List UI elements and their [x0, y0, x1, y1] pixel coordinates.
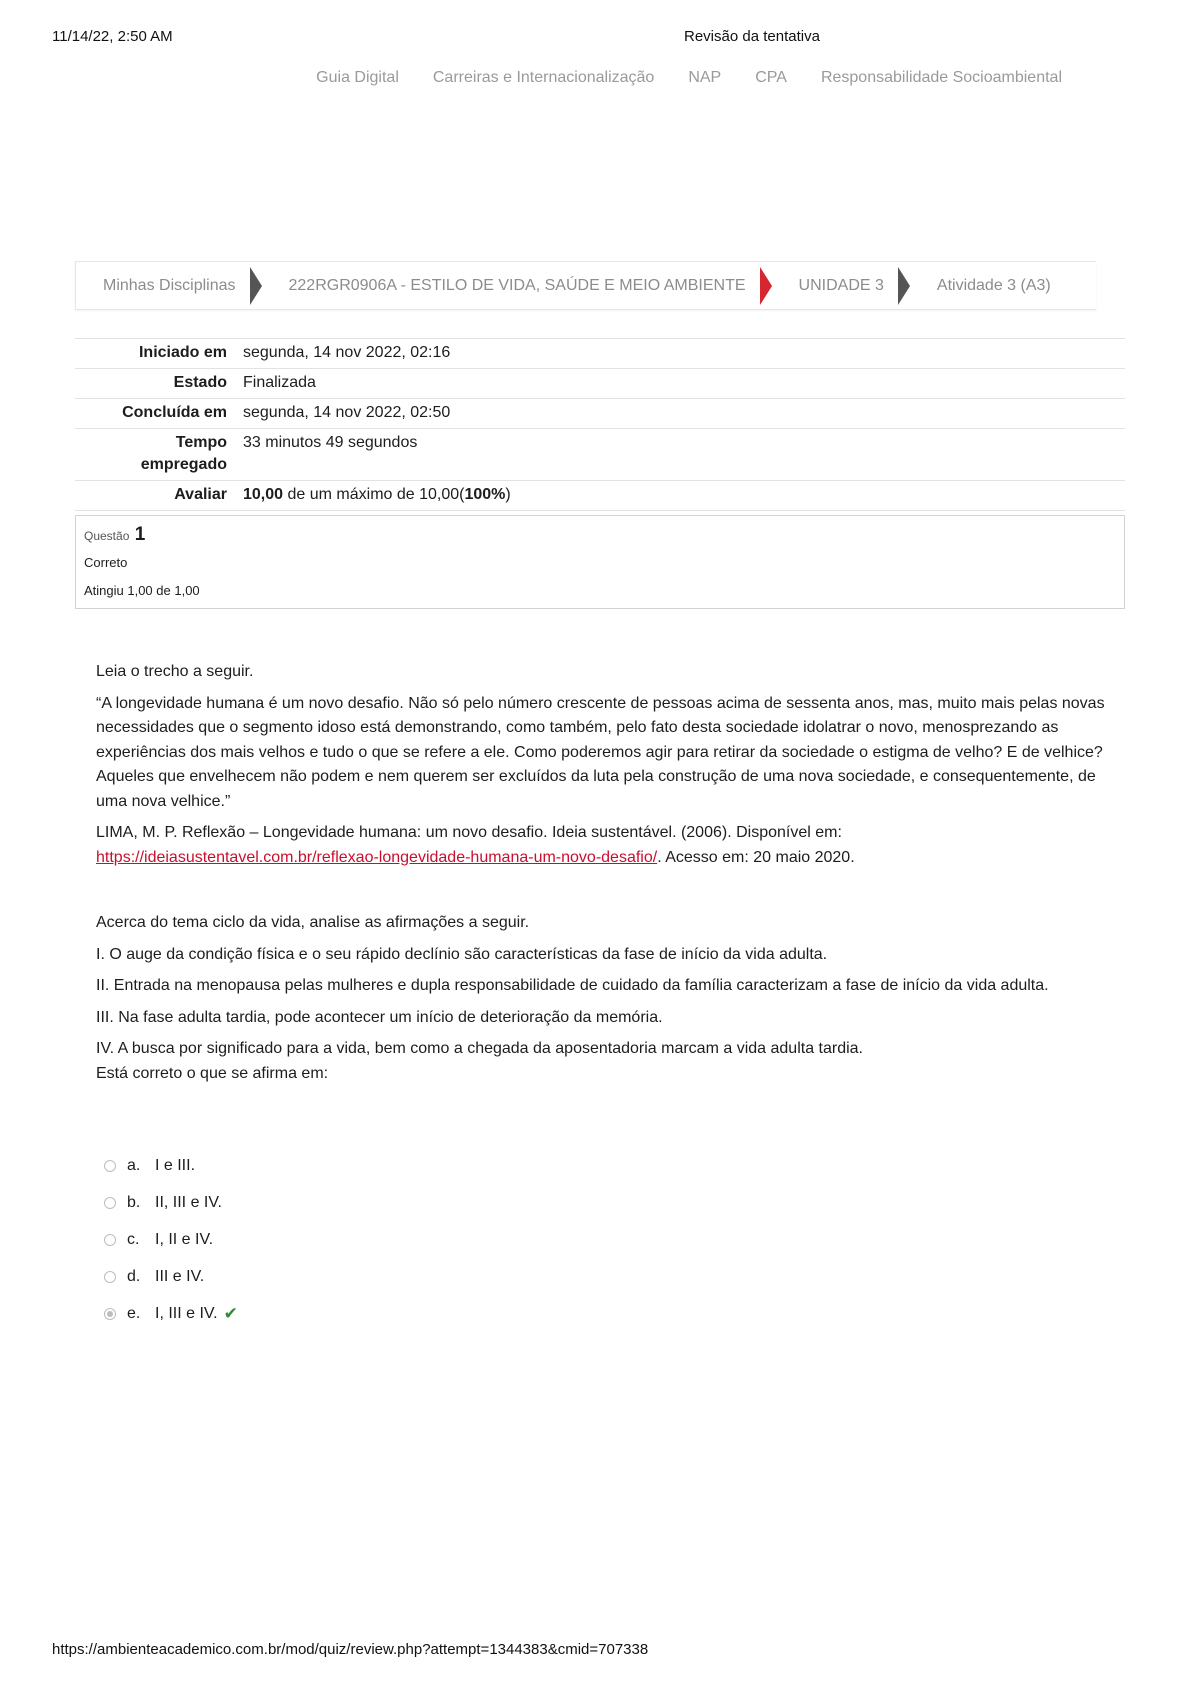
completed-value: segunda, 14 nov 2022, 02:50	[243, 404, 451, 421]
nav-link-responsabilidade[interactable]: Responsabilidade Socioambiental	[820, 69, 1062, 86]
check-icon: ✔	[223, 1304, 238, 1323]
grade-end: )	[505, 486, 511, 503]
summary-row-completed	[75, 398, 1125, 428]
completed-label: Concluída em	[122, 404, 227, 421]
print-date: 11/14/22, 2:50 AM	[52, 28, 173, 45]
answer-letter: d.	[127, 1268, 141, 1285]
radio-button[interactable]	[104, 1160, 116, 1172]
grade-score: 10,00	[243, 486, 284, 503]
answer-letter: b.	[127, 1194, 141, 1211]
time-value: 33 minutos 49 segundos	[243, 434, 418, 451]
grade-label: Avaliar	[174, 486, 227, 503]
summary-row-state	[75, 368, 1125, 398]
radio-button[interactable]	[104, 1271, 116, 1283]
answer-text: I, II e IV.	[155, 1231, 214, 1248]
question-number	[84, 524, 145, 546]
statement-1: I. O auge da condição física e o seu rápido declínio são características da fase de início da vida adulta.	[96, 945, 828, 963]
citation-end: . Acesso em: 20 maio 2020.	[657, 848, 855, 866]
answer-letter: e.	[127, 1305, 141, 1322]
answer-option-b[interactable]	[104, 1191, 238, 1215]
grade-percent: 100%	[464, 486, 506, 503]
citation-link[interactable]: https://ideiasustentavel.com.br/reflexao-longevidade-humana-um-novo-desafio/	[96, 848, 658, 866]
answer-text: I e III.	[155, 1157, 196, 1174]
statement-4: IV. A busca por significado para a vida, bem como a chegada da aposentadoria marcam a vida adulta tardia.	[96, 1040, 863, 1057]
radio-button-selected[interactable]	[104, 1308, 116, 1320]
answer-option-d[interactable]	[104, 1265, 238, 1289]
breadcrumb-item-unit[interactable]: UNIDADE 3	[798, 276, 884, 294]
question-quote: “A longevidade humana é um novo desafio. Não só pelo número crescente de pessoas acima de sessenta anos, mas, muito mais pelas novas necessidades que o segmento idoso está demonstrando, como também, pelo fato desta sociedade idolatrar o novo, menosprezando as experiências dos mais velhos e tudo o que se refere a ele. Como poderemos agir para retirar da sociedade o estigma de velho? E de velhice? Aqueles que envelhecem não podem e nem querem ser excluídos da luta pela construção de uma nova sociedade, e consequentemente, de uma nova velhice.”	[96, 694, 1105, 810]
question-label: Questão	[84, 529, 130, 543]
statement-3: III. Na fase adulta tardia, pode acontecer um início de deterioração da memória.	[96, 1008, 663, 1026]
time-label-line2: empregado	[140, 456, 227, 473]
chevron-right-icon	[760, 267, 772, 305]
summary-row-time	[75, 428, 1125, 480]
answer-letter: a.	[127, 1157, 141, 1174]
question-info-box	[75, 515, 1125, 609]
grade-value	[227, 481, 511, 510]
state-value: Finalizada	[243, 374, 316, 391]
breadcrumb-item-course[interactable]: 222RGR0906A - ESTILO DE VIDA, SAÚDE E MEIO AMBIENTE	[288, 276, 746, 294]
question-intro: Leia o trecho a seguir.	[96, 663, 254, 680]
chevron-right-icon	[250, 267, 262, 305]
answer-options	[104, 1154, 238, 1339]
radio-button[interactable]	[104, 1234, 116, 1246]
answer-text: III e IV.	[155, 1268, 205, 1285]
radio-button[interactable]	[104, 1197, 116, 1209]
breadcrumb-item-disciplinas[interactable]: Minhas Disciplinas	[103, 276, 236, 294]
time-label-line1: Tempo	[175, 434, 227, 451]
question-citation	[96, 821, 1111, 870]
question-ask: Está correto o que se afirma em:	[96, 1064, 329, 1082]
breadcrumb	[75, 261, 1096, 310]
summary-row-grade	[75, 480, 1125, 511]
citation-start: LIMA, M. P. Reflexão – Longevidade humana: um novo desafio. Ideia sustentável. (2006). Disponível em:	[96, 824, 842, 841]
answer-option-c[interactable]	[104, 1228, 238, 1252]
answer-text: II, III e IV.	[155, 1194, 222, 1211]
answer-option-a[interactable]	[104, 1154, 238, 1178]
breadcrumb-item-activity[interactable]: Atividade 3 (A3)	[936, 276, 1051, 294]
print-footer-url: https://ambienteacademico.com.br/mod/quiz/review.php?attempt=1344383&cmid=707338	[52, 1641, 649, 1658]
time-label	[75, 429, 227, 480]
attempt-summary-table	[75, 338, 1125, 511]
started-label: Iniciado em	[138, 344, 227, 361]
answer-option-e[interactable]	[104, 1302, 238, 1326]
chevron-right-icon	[898, 267, 910, 305]
nav-link-nap[interactable]: NAP	[688, 69, 722, 86]
answer-text: I, III e IV.	[155, 1305, 218, 1322]
question-grade: Atingiu 1,00 de 1,00	[84, 583, 200, 598]
question-number-value: 1	[134, 524, 146, 545]
nav-link-cpa[interactable]: CPA	[755, 69, 787, 86]
question-state: Correto	[84, 555, 128, 570]
print-title: Revisão da tentativa	[684, 28, 820, 45]
print-header	[52, 28, 1138, 50]
top-navigation	[282, 69, 1062, 87]
grade-middle: de um máximo de 10,00(	[283, 486, 465, 503]
statement-2: II. Entrada na menopausa pelas mulheres e dupla responsabilidade de cuidado da família caracterizam a fase de início da vida adulta.	[96, 977, 1049, 994]
summary-row-started	[75, 338, 1125, 368]
nav-link-guia-digital[interactable]: Guia Digital	[316, 69, 399, 86]
question-text	[96, 660, 1111, 1086]
question-prompt: Acerca do tema ciclo da vida, analise as afirmações a seguir.	[96, 914, 530, 931]
answer-letter: c.	[127, 1231, 140, 1248]
state-label: Estado	[173, 374, 227, 391]
nav-link-carreiras[interactable]: Carreiras e Internacionalização	[432, 69, 655, 86]
started-value: segunda, 14 nov 2022, 02:16	[243, 344, 451, 361]
